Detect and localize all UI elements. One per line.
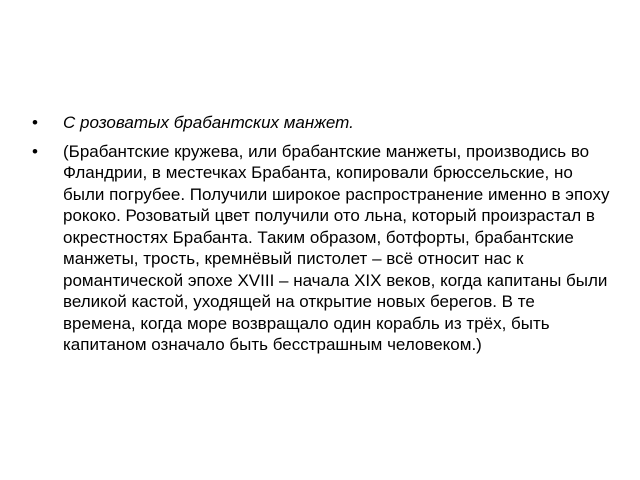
bullet-item-description — [32, 141, 612, 356]
bullet-marker: • — [32, 141, 38, 161]
bullet-item-title — [32, 112, 612, 134]
bullet-list — [32, 112, 612, 363]
bullet-text-title: С розоватых брабантских манжет. — [63, 113, 354, 132]
bullet-text-description: (Брабантские кружева, или брабантские манжеты, производись во Фландрии, в местечках Брабанта, копировали брюссельские, но были погрубее. Получили широкое распространение именно в эпоху рококо. Розоватый цвет получили ото льна, который произрастал в окрестностях Брабанта. Таким образом, ботфорты, брабантские манжеты, трость, кремнёвый пистолет – всё относит нас к романтической эпохе XVIII – начала XIX веков, когда капитаны были великой кастой, уходящей на открытие новых берегов. В те времена, когда море возвращало один корабль из трёх, быть капитаном означало быть бесстрашным человеком.) — [63, 141, 610, 354]
bullet-marker: • — [32, 113, 38, 132]
